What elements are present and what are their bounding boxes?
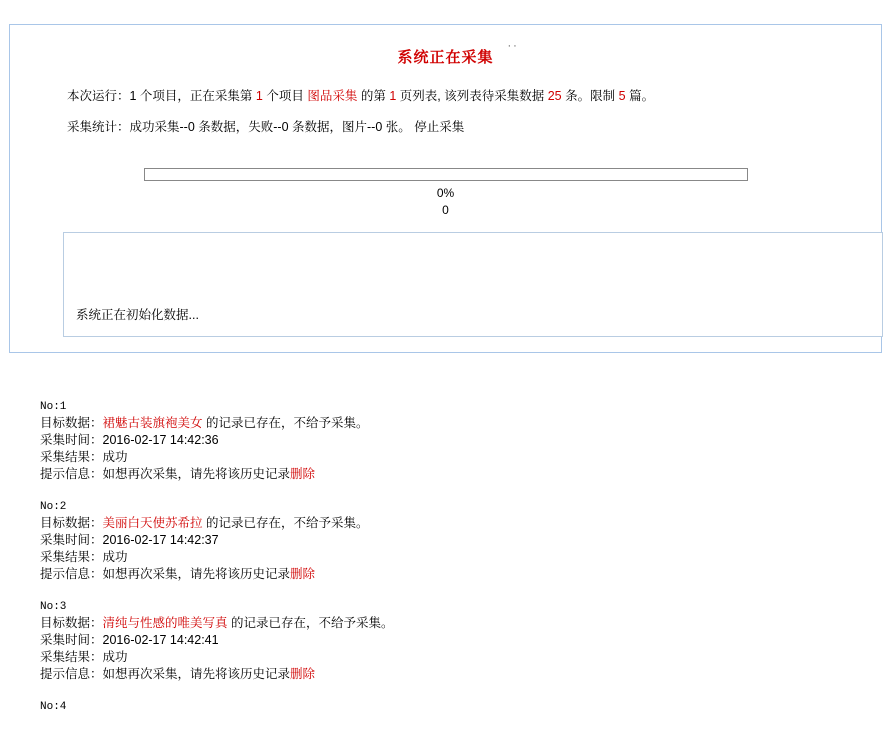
stat-info-text: 采集统计：成功采集--0 条数据，失败--0 条数据，图片--0 张。 (67, 120, 411, 134)
log-time-label: 采集时间： (40, 533, 103, 547)
title-dots: ·· (507, 40, 519, 52)
run-info-current-index: 1 (255, 89, 263, 103)
list-item (0, 600, 892, 683)
progress-value-label: 0 (442, 203, 449, 217)
log-tip-value: 如想再次采集，请先将该历史记录 (102, 667, 291, 681)
status-message: 系统正在初始化数据... (76, 308, 199, 322)
log-time-label: 采集时间： (40, 633, 103, 647)
log-result-label: 采集结果： (40, 650, 103, 664)
log-result-row (40, 449, 892, 466)
log-target-suffix: 的记录已存在，不给予采集。 (202, 516, 369, 530)
collect-panel (9, 24, 882, 353)
run-info-prefix: 本次运行：1 个项目，正在采集第 (67, 89, 253, 103)
list-item (0, 500, 892, 583)
log-index: No:1 (40, 401, 67, 413)
progress-section (10, 168, 881, 217)
log-result-label: 采集结果： (40, 450, 103, 464)
progress-bar (144, 168, 748, 181)
log-result-row (40, 549, 892, 566)
log-target-label: 目标数据： (40, 616, 103, 630)
log-time-value: 2016-02-17 14:42:37 (102, 533, 219, 547)
page-title (10, 40, 881, 67)
log-time-row (40, 432, 892, 449)
log-target-label: 目标数据： (40, 516, 103, 530)
log-result-value: 成功 (102, 450, 128, 464)
log-result-value: 成功 (102, 550, 128, 564)
log-target-row (40, 515, 892, 532)
log-result-label: 采集结果： (40, 550, 103, 564)
log-target-title[interactable]: 美丽白天使苏希拉 (102, 516, 203, 530)
log-target-row (40, 415, 892, 432)
page-title-text: 系统正在采集 (397, 49, 494, 66)
list-item (0, 700, 892, 715)
log-tip-label: 提示信息： (40, 467, 103, 481)
run-info-mid2: 的第 (360, 89, 386, 103)
run-info-count: 25 (547, 89, 562, 103)
run-info-mid3: 页列表, 该列表待采集数据 (399, 89, 545, 103)
delete-history-link[interactable]: 删除 (290, 467, 316, 481)
log-index: No:4 (40, 701, 67, 713)
delete-history-link[interactable]: 删除 (290, 667, 316, 681)
log-index: No:2 (40, 501, 67, 513)
log-time-row (40, 532, 892, 549)
log-result-row (40, 649, 892, 666)
log-time-row (40, 632, 892, 649)
log-target-row (40, 615, 892, 632)
log-tip-row (40, 666, 892, 683)
run-info-page: 1 (389, 89, 397, 103)
collect-log-list (0, 400, 892, 732)
log-tip-label: 提示信息： (40, 667, 103, 681)
log-time-value: 2016-02-17 14:42:36 (102, 433, 219, 447)
delete-history-link[interactable]: 删除 (290, 567, 316, 581)
log-tip-row (40, 466, 892, 483)
log-tip-label: 提示信息： (40, 567, 103, 581)
stop-collect-button[interactable]: 停止采集 (414, 120, 465, 134)
run-info-suffix: 篇。 (629, 89, 655, 103)
project-name-link[interactable]: 图品采集 (307, 89, 358, 103)
log-tip-row (40, 566, 892, 583)
log-tip-value: 如想再次采集，请先将该历史记录 (102, 467, 291, 481)
log-time-label: 采集时间： (40, 433, 103, 447)
progress-percent-label: 0% (436, 186, 455, 200)
status-box (63, 232, 883, 337)
log-target-title[interactable]: 清纯与性感的唯美写真 (102, 616, 228, 630)
run-info-mid4: 条。限制 (565, 89, 616, 103)
log-target-label: 目标数据： (40, 416, 103, 430)
log-target-suffix: 的记录已存在，不给予采集。 (202, 416, 369, 430)
log-target-suffix: 的记录已存在，不给予采集。 (227, 616, 394, 630)
run-info-line (67, 87, 881, 105)
log-index: No:3 (40, 601, 67, 613)
run-info-limit: 5 (618, 89, 626, 103)
list-item (0, 400, 892, 483)
log-time-value: 2016-02-17 14:42:41 (102, 633, 219, 647)
run-info-mid: 个项目 (266, 89, 304, 103)
log-result-value: 成功 (102, 650, 128, 664)
log-tip-value: 如想再次采集，请先将该历史记录 (102, 567, 291, 581)
log-target-title[interactable]: 裙魅古装旗袍美女 (102, 416, 203, 430)
stat-info-line (67, 118, 881, 136)
